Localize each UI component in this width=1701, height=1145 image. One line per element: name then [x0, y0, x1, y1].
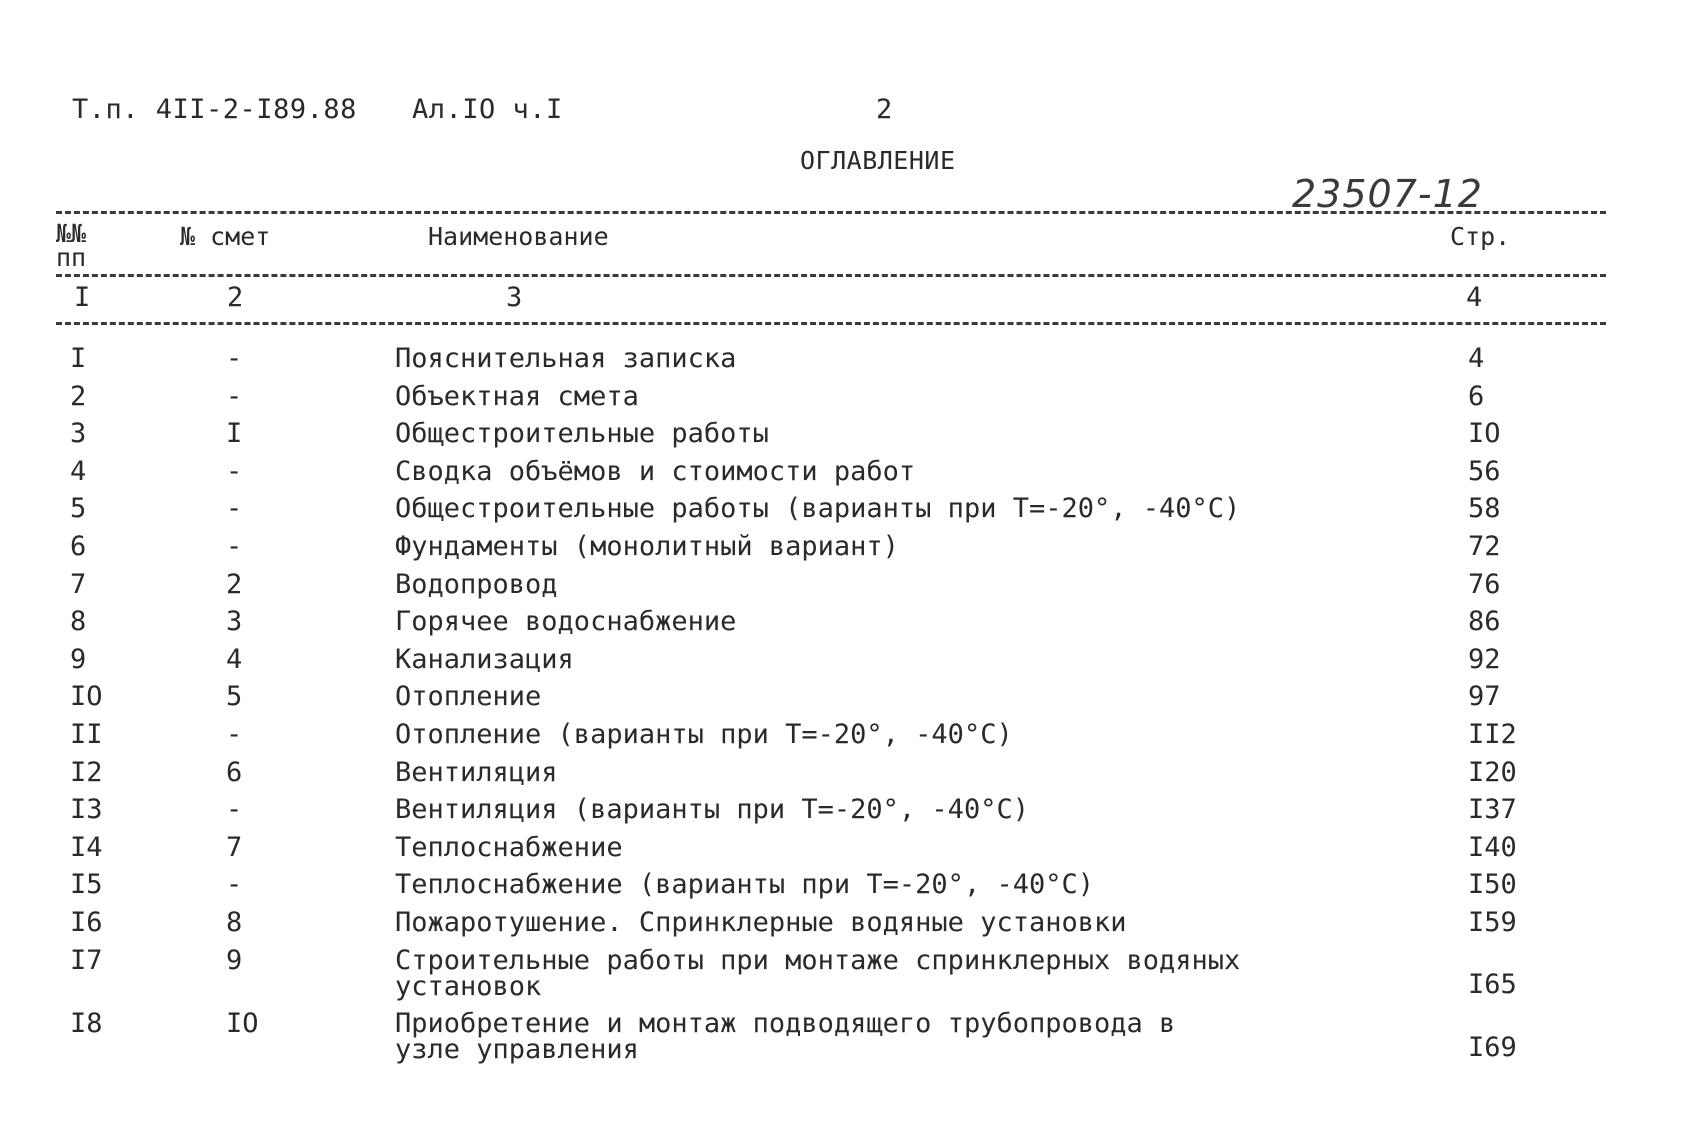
row-name — [395, 493, 1241, 525]
row-number: I3 — [70, 794, 103, 826]
row-page: 92 — [1468, 643, 1501, 675]
row-name-line: узле управления — [395, 1034, 639, 1066]
page-number: 2 — [876, 94, 893, 125]
row-number: IO — [70, 681, 103, 713]
row-smeta: 6 — [226, 756, 243, 788]
row-name — [395, 531, 1215, 562]
row-number: I7 — [70, 944, 103, 976]
page-title: ОГЛАВЛЕНИЕ — [800, 146, 956, 175]
row-number: I — [70, 343, 87, 374]
row-smeta: - — [226, 493, 243, 525]
column-number-4: 4 — [1466, 282, 1483, 313]
row-name-line: Теплоснабжение (варианты при Т=-20°, -40°С) — [395, 869, 1094, 901]
row-page: I40 — [1468, 831, 1517, 863]
row-page: I50 — [1468, 869, 1517, 901]
document-code: Т.п. 4II-2-I89.88 — [72, 94, 357, 125]
row-smeta: 3 — [226, 606, 243, 638]
row-number: 3 — [70, 418, 87, 450]
row-page: 72 — [1468, 531, 1501, 562]
row-name-line: Фундаменты (монолитный вариант) — [395, 531, 899, 562]
row-smeta: IO — [226, 1008, 259, 1040]
row-page: 76 — [1468, 568, 1501, 600]
row-name — [395, 681, 1215, 713]
row-name — [395, 869, 1215, 901]
column-number-1: I — [74, 282, 91, 313]
row-page: I20 — [1468, 756, 1517, 788]
row-name — [395, 343, 1215, 374]
row-name — [395, 418, 1215, 450]
row-name — [395, 907, 1215, 938]
row-number: II — [70, 719, 103, 750]
row-number: I5 — [70, 869, 103, 901]
row-name-line: Сводка объёмов и стоимости работ — [395, 455, 916, 487]
row-name-line: Пожаротушение. Спринклерные водяные установки — [395, 907, 1127, 938]
row-number: 2 — [70, 380, 87, 412]
row-name — [395, 606, 1215, 638]
row-number: I2 — [70, 756, 103, 788]
column-header-page: Стр. — [1450, 222, 1511, 251]
table-rule-columns — [56, 322, 1606, 325]
row-number: I8 — [70, 1008, 103, 1040]
row-name — [395, 455, 1215, 487]
row-smeta: - — [226, 794, 243, 826]
row-smeta: 4 — [226, 643, 243, 675]
table-rule-top — [56, 211, 1606, 214]
row-number: I4 — [70, 831, 103, 863]
row-smeta: 7 — [226, 831, 243, 863]
row-page: I69 — [1468, 1032, 1517, 1064]
row-name-line: Отопление (варианты при Т=-20°, -40°С) — [395, 719, 1013, 750]
row-page: I65 — [1468, 968, 1517, 1000]
row-smeta: 9 — [226, 944, 243, 976]
row-name — [395, 831, 1215, 863]
row-name-line: Общестроительные работы — [395, 418, 769, 450]
row-name-line: Пояснительная записка — [395, 343, 737, 374]
row-name-line: Отопление — [395, 681, 542, 713]
row-page: I37 — [1468, 794, 1517, 826]
row-name-line: Приобретение и монтаж подводящего трубопровода в — [395, 1008, 1176, 1040]
row-name — [395, 719, 1215, 750]
table-rule-header — [56, 274, 1606, 277]
column-header-smeta: № смет — [180, 222, 271, 251]
row-smeta: I — [226, 418, 243, 450]
row-name — [395, 1008, 1215, 1066]
row-page: 86 — [1468, 606, 1501, 638]
row-name — [395, 944, 1241, 1002]
row-smeta: - — [226, 531, 243, 562]
row-page: 6 — [1468, 380, 1485, 412]
row-smeta: - — [226, 380, 243, 412]
row-page: 97 — [1468, 681, 1501, 713]
row-smeta: 2 — [226, 568, 243, 600]
row-number: 9 — [70, 643, 87, 675]
row-name-line: Вентиляция (варианты при Т=-20°, -40°С) — [395, 794, 1029, 826]
column-number-3: 3 — [506, 282, 523, 313]
column-number-2: 2 — [227, 282, 244, 313]
row-name — [395, 643, 1215, 675]
row-number: 8 — [70, 606, 87, 638]
row-name-line: установок — [395, 970, 542, 1002]
row-page: 58 — [1468, 493, 1501, 525]
row-name — [395, 756, 1215, 788]
row-smeta: - — [226, 455, 243, 487]
row-number: 5 — [70, 493, 87, 525]
row-page: 56 — [1468, 455, 1501, 487]
row-smeta: - — [226, 343, 243, 374]
row-name — [395, 380, 1215, 412]
column-header-number — [56, 219, 87, 272]
row-smeta: - — [226, 719, 243, 750]
row-smeta: - — [226, 869, 243, 901]
row-name-line: Канализация — [395, 643, 574, 675]
row-number: 7 — [70, 568, 87, 600]
row-name-line: Вентиляция — [395, 756, 558, 788]
row-page: II2 — [1468, 719, 1517, 750]
row-page: 4 — [1468, 343, 1485, 374]
row-page: I59 — [1468, 907, 1517, 938]
row-number: 4 — [70, 455, 87, 487]
row-name-line: Общестроительные работы (варианты при Т=-20°, -40°С) — [395, 493, 1241, 525]
row-name-line: Теплоснабжение — [395, 831, 623, 863]
row-name-line: Строительные работы при монтаже спринклерных водяных — [395, 944, 1241, 976]
row-name — [395, 568, 1215, 600]
handwritten-number: 23507-12 — [1292, 172, 1483, 216]
row-page: IO — [1468, 418, 1501, 450]
row-number: 6 — [70, 531, 87, 562]
column-header-number-line1: №№ — [56, 219, 87, 248]
row-smeta: 5 — [226, 681, 243, 713]
row-number: I6 — [70, 907, 103, 938]
row-smeta: 8 — [226, 907, 243, 938]
row-name-line: Объектная смета — [395, 380, 639, 412]
row-name-line: Горячее водоснабжение — [395, 606, 737, 638]
row-name — [395, 794, 1215, 826]
album-reference: Ал.IO ч.I — [412, 94, 563, 125]
column-header-number-line2: пп — [56, 243, 87, 272]
column-header-name: Наименование — [428, 222, 609, 251]
row-name-line: Водопровод — [395, 568, 558, 600]
